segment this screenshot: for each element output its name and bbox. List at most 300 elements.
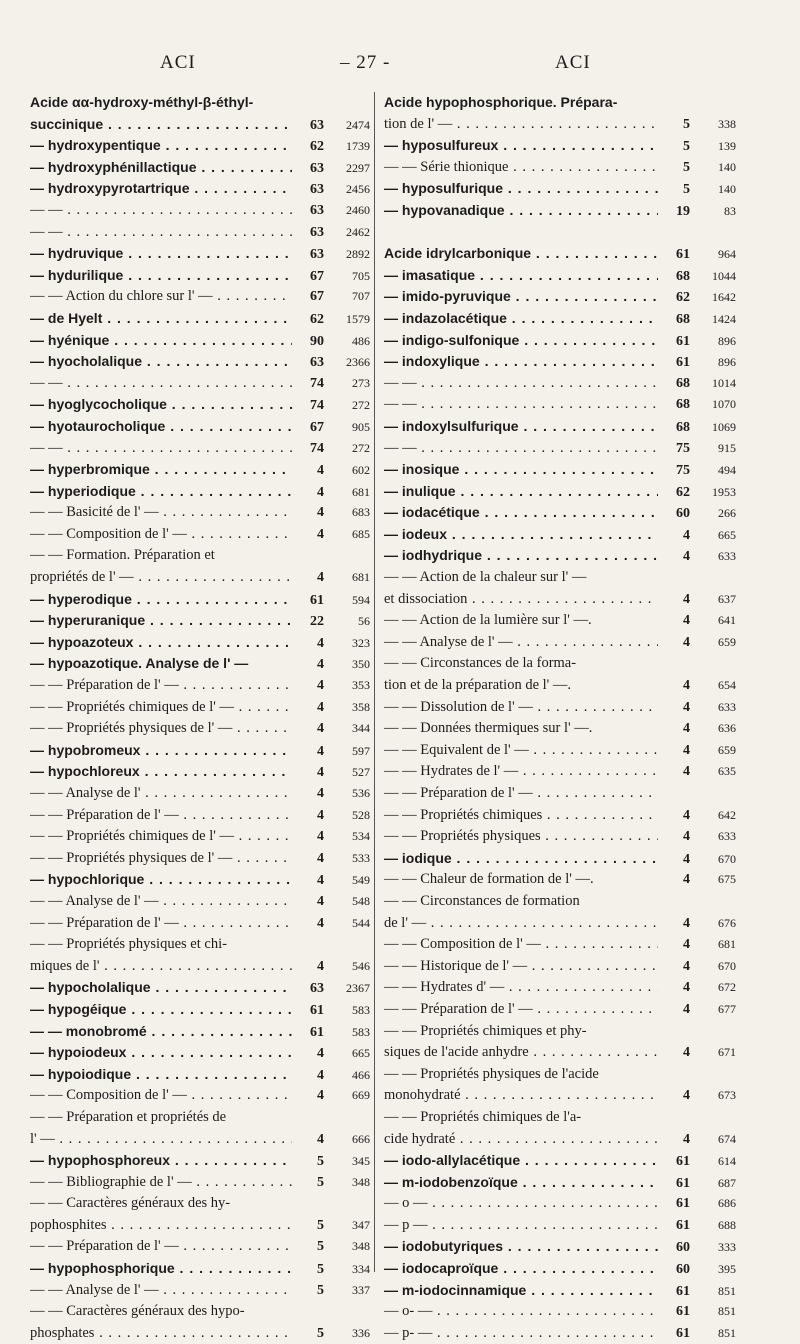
index-entry	[384, 891, 736, 913]
entry-label: — — Analyse de l' — . . .	[30, 891, 292, 913]
entry-volume: 4	[317, 657, 324, 673]
entry-label: — — Caractères généraux des hy-	[30, 1195, 231, 1212]
entry-volume: 63	[310, 117, 324, 133]
entry-page: 544	[352, 915, 370, 930]
index-entry	[384, 632, 736, 654]
entry-volume: 4	[317, 526, 324, 542]
entry-label: — hypophosphoreux . . .	[30, 1150, 292, 1172]
index-entry	[30, 502, 370, 524]
index-entry	[30, 524, 370, 546]
entry-volume: 68	[676, 419, 690, 435]
entry-page: 2297	[346, 160, 370, 175]
index-entry	[30, 114, 370, 136]
entry-volume: 4	[317, 958, 324, 974]
entry-page: 659	[718, 634, 736, 649]
index-column-left	[30, 92, 370, 1344]
entry-page: 333	[718, 1240, 736, 1255]
entry-volume: 4	[683, 699, 690, 715]
entry-volume: 4	[683, 958, 690, 974]
entry-page: 594	[352, 592, 370, 607]
entry-page: 2366	[346, 355, 370, 370]
entry-volume: 4	[317, 463, 324, 479]
entry-page: 641	[718, 613, 736, 628]
entry-page: 549	[352, 873, 370, 888]
entry-page: 348	[352, 1174, 370, 1189]
entry-label: propriétés de l' — . . .	[30, 567, 292, 589]
entry-label: — — Composition de l' — . . .	[384, 934, 658, 956]
entry-label: — — Données thermiques sur l' —.	[384, 720, 593, 737]
index-entry	[384, 1129, 736, 1151]
index-entry	[30, 1323, 370, 1344]
entry-page: 681	[352, 570, 370, 585]
entry-label: — hypoiodique . . .	[30, 1064, 292, 1086]
entry-label: — iodo-allylacétique . . .	[384, 1150, 658, 1172]
entry-page: 707	[352, 289, 370, 304]
entry-page: 673	[718, 1088, 736, 1103]
entry-volume: 4	[317, 873, 324, 889]
entry-label: — — Circonstances de formation	[384, 892, 580, 909]
index-entry	[30, 481, 370, 503]
entry-page: 637	[718, 591, 736, 606]
entry-label: — iodocaproïque . . .	[384, 1258, 658, 1280]
index-entry	[384, 869, 736, 891]
entry-page: 665	[352, 1046, 370, 1061]
entry-page: 56	[358, 614, 370, 629]
entry-volume: 68	[676, 397, 690, 413]
index-entry	[30, 718, 370, 740]
entry-label: — — Préparation de l' — . . .	[30, 805, 292, 827]
entry-page: 705	[352, 268, 370, 283]
index-entry	[384, 92, 736, 114]
entry-page: 905	[352, 419, 370, 434]
entry-label: — — Basicité de l' — . . .	[30, 502, 292, 524]
index-entry	[30, 308, 370, 330]
entry-label: — iodeux . . .	[384, 524, 658, 546]
entry-page: 681	[352, 484, 370, 499]
entry-label: monohydraté . . .	[384, 1085, 658, 1107]
entry-page: 683	[352, 505, 370, 520]
entry-page: 83	[724, 203, 736, 218]
index-entry	[30, 805, 370, 827]
index-entry	[30, 351, 370, 373]
entry-label: — o- — . . .	[384, 1301, 658, 1323]
index-entry	[384, 589, 736, 611]
index-entry	[384, 1150, 736, 1172]
entry-volume: 63	[310, 202, 324, 218]
index-entry	[30, 869, 370, 891]
entry-volume: 4	[317, 915, 324, 931]
entry-volume: 74	[310, 398, 324, 414]
entry-label: — indazolacétique . . .	[384, 308, 658, 330]
entry-label: — hyénique . . .	[30, 330, 292, 352]
entry-page: 671	[718, 1045, 736, 1060]
entry-volume: 4	[317, 765, 324, 781]
entry-label: — — Caractères généraux des hypo-	[30, 1303, 245, 1320]
entry-volume: 4	[683, 721, 690, 737]
entry-label: Acide hypophosphorique. Prépara-	[384, 94, 618, 110]
entry-label: — iodique . . .	[384, 848, 658, 870]
entry-volume: 61	[310, 1002, 324, 1018]
index-entry	[30, 178, 370, 200]
index-entry	[384, 761, 736, 783]
entry-page: 686	[718, 1196, 736, 1211]
entry-page: 536	[352, 786, 370, 800]
entry-label: — — Propriétés chimiques et phy-	[384, 1022, 587, 1039]
index-entry	[30, 1215, 370, 1237]
entry-label: — — Série thionique . . .	[384, 157, 658, 179]
entry-volume: 60	[676, 1262, 690, 1278]
index-entry	[30, 826, 370, 848]
entry-page: 676	[718, 915, 736, 930]
index-entry	[384, 135, 736, 157]
index-entry	[30, 416, 370, 438]
index-entry	[30, 1258, 370, 1280]
entry-volume: 4	[683, 915, 690, 931]
entry-page: 272	[352, 440, 370, 455]
entry-label: siques de l'acide anhydre . . .	[384, 1042, 658, 1064]
index-entry	[384, 222, 736, 244]
index-entry	[384, 826, 736, 848]
index-entry	[384, 438, 736, 460]
entry-label: — hydruvique . . .	[30, 243, 292, 265]
entry-page: 669	[352, 1088, 370, 1103]
entry-volume: 4	[683, 851, 690, 867]
index-entry	[30, 459, 370, 481]
entry-volume: 4	[683, 1001, 690, 1017]
index-entry	[384, 157, 736, 179]
page-number: – 27 -	[340, 52, 391, 73]
entry-label: — — Hydrates d' — . . .	[384, 977, 658, 999]
entry-volume: 5	[683, 116, 690, 132]
entry-label: — — Propriétés physiques et chi-	[30, 936, 227, 953]
entry-page: 336	[352, 1325, 370, 1340]
entry-page: 548	[352, 893, 370, 908]
index-entry	[384, 1021, 736, 1043]
entry-volume: 4	[683, 634, 690, 650]
entry-label: — — Propriétés chimiques . . .	[384, 805, 658, 827]
entry-label: — indigo-sulfonique . . .	[384, 330, 658, 352]
index-entry	[30, 675, 370, 697]
entry-volume: 5	[317, 1325, 324, 1341]
entry-label: — — Propriétés chimiques de l' — . . .	[30, 826, 292, 848]
entry-label: — — Action de la chaleur sur l' —	[384, 569, 587, 586]
entry-volume: 62	[676, 484, 690, 500]
entry-page: 358	[352, 699, 370, 714]
entry-volume: 4	[317, 505, 324, 521]
entry-page: 1044	[712, 268, 736, 283]
entry-volume: 68	[676, 375, 690, 391]
entry-label: — hypochlorique . . .	[30, 869, 292, 891]
entry-label: — hypocholalique . . .	[30, 977, 292, 999]
index-entry	[384, 913, 736, 935]
entry-label: — hydroxypentique . . .	[30, 135, 292, 157]
entry-page: 338	[718, 116, 736, 131]
entry-label: — — Analyse de l' . . .	[30, 783, 292, 805]
index-entry	[30, 438, 370, 460]
entry-volume: 68	[676, 268, 690, 284]
entry-page: 896	[718, 355, 736, 370]
entry-volume: 62	[310, 139, 324, 155]
index-entry	[384, 243, 736, 265]
entry-label: — hypobromeux . . .	[30, 740, 292, 762]
entry-label: — m-iodocinnamique . . .	[384, 1280, 658, 1302]
index-entry	[30, 1064, 370, 1086]
entry-volume: 61	[310, 592, 324, 608]
entry-volume: 63	[310, 182, 324, 198]
entry-label: — — Formation. Préparation et	[30, 547, 215, 564]
index-entry	[384, 977, 736, 999]
entry-volume: 4	[683, 872, 690, 888]
entry-page: 614	[718, 1154, 736, 1169]
index-entry	[384, 545, 736, 567]
entry-volume: 67	[310, 419, 324, 435]
index-entry	[384, 956, 736, 978]
entry-volume: 61	[676, 333, 690, 349]
entry-page: 527	[352, 765, 370, 780]
entry-page: 688	[718, 1217, 736, 1232]
entry-label: tion et de la préparation de l' —.	[384, 677, 572, 694]
entry-page: 851	[718, 1304, 736, 1319]
entry-page: 685	[352, 526, 370, 541]
entry-label: — hypovanadique . . .	[384, 200, 658, 222]
index-entry	[384, 934, 736, 956]
entry-label: — — Préparation de l' — . . .	[384, 783, 658, 805]
entry-page: 670	[718, 851, 736, 866]
entry-volume: 61	[676, 1196, 690, 1212]
entry-label: — imido-pyruvique . . .	[384, 286, 658, 308]
entry-label: — — . . .	[30, 373, 292, 395]
entry-label: — hypogéique . . .	[30, 999, 292, 1021]
entry-label: — — Composition de l' — . . .	[30, 524, 292, 546]
entry-label: — — . . .	[30, 438, 292, 460]
index-entry	[384, 351, 736, 373]
entry-volume: 4	[317, 1088, 324, 1104]
entry-label: — iodobutyriques . . .	[384, 1236, 658, 1258]
entry-volume: 4	[683, 1131, 690, 1147]
entry-page: 1739	[346, 139, 370, 154]
index-entry	[30, 1172, 370, 1194]
entry-label: — — Analyse de l' — . . .	[30, 1280, 292, 1302]
index-entry	[30, 1193, 370, 1215]
entry-label: — — Préparation et propriétés de	[30, 1108, 227, 1125]
index-entry	[384, 1215, 736, 1237]
index-entry	[30, 913, 370, 935]
index-entry	[384, 675, 736, 697]
entry-page: 345	[352, 1154, 370, 1169]
entry-label: — — Chaleur de formation de l' —.	[384, 871, 594, 888]
index-entry	[30, 567, 370, 589]
index-entry	[384, 697, 736, 719]
entry-label: — hypochloreux . . .	[30, 761, 292, 783]
entry-volume: 63	[310, 981, 324, 997]
entry-volume: 5	[317, 1217, 324, 1233]
entry-label: — — Préparation de l' — . . .	[384, 999, 658, 1021]
index-entry	[384, 330, 736, 352]
entry-label: — — Composition de l' — . . .	[30, 1085, 292, 1107]
entry-page: 534	[352, 829, 370, 844]
entry-volume: 4	[683, 591, 690, 607]
entry-label: — — Hydrates de l' — . . .	[384, 761, 658, 783]
entry-label: de l' — . . .	[384, 913, 658, 935]
entry-label: Acide idrylcarbonique . . .	[384, 243, 658, 265]
entry-label: — — Propriétés physiques de l'acide	[384, 1065, 599, 1082]
entry-label: — p — . . .	[384, 1215, 658, 1237]
entry-volume: 62	[310, 311, 324, 327]
entry-label: phosphates . . .	[30, 1323, 292, 1344]
entry-page: 583	[352, 1002, 370, 1017]
entry-label: — — Préparation de l' — . . .	[30, 675, 292, 697]
entry-label: — — Propriétés physiques de l' — . . .	[30, 848, 292, 870]
entry-page: 1014	[712, 375, 736, 390]
entry-page: 2892	[346, 247, 370, 262]
index-entry	[30, 1021, 370, 1043]
index-entry	[384, 416, 736, 438]
index-entry	[30, 1280, 370, 1302]
index-entry	[384, 524, 736, 546]
index-entry	[384, 567, 736, 589]
entry-label: succinique . . .	[30, 114, 292, 136]
entry-page: 2456	[346, 182, 370, 197]
entry-label: pophosphites . . .	[30, 1215, 292, 1237]
entry-label: — — Propriétés chimiques de l' — . . .	[30, 697, 292, 719]
index-entry	[384, 502, 736, 524]
entry-volume: 4	[317, 807, 324, 823]
running-header-right: ACI	[555, 52, 591, 73]
column-divider	[374, 92, 375, 1272]
index-entry	[30, 848, 370, 870]
entry-label: — hypoazotique. Analyse de l' —	[30, 655, 249, 672]
index-entry	[30, 286, 370, 308]
index-entry	[384, 1107, 736, 1129]
entry-page: 1070	[712, 397, 736, 412]
index-column-right	[384, 92, 736, 1344]
entry-page: 654	[718, 678, 736, 693]
index-entry	[30, 891, 370, 913]
entry-page: 140	[718, 182, 736, 197]
entry-label: — — Préparation de l' — . . .	[30, 913, 292, 935]
index-entry	[384, 308, 736, 330]
entry-page: 672	[718, 980, 736, 995]
entry-volume: 67	[310, 268, 324, 284]
entry-page: 687	[718, 1175, 736, 1190]
index-entry	[30, 92, 370, 114]
entry-label: — — Historique de l' — . . .	[384, 956, 658, 978]
index-entry	[384, 286, 736, 308]
entry-page: 677	[718, 1001, 736, 1016]
index-entry	[30, 589, 370, 611]
entry-volume: 68	[676, 311, 690, 327]
index-entry	[30, 783, 370, 805]
index-entry	[30, 222, 370, 244]
entry-label: — hyperodique . . .	[30, 589, 292, 611]
entry-volume: 63	[310, 224, 324, 240]
entry-volume: 63	[310, 355, 324, 371]
entry-page: 597	[352, 743, 370, 758]
entry-page: 636	[718, 721, 736, 736]
entry-volume: 4	[317, 829, 324, 845]
entry-page: 1579	[346, 311, 370, 326]
entry-page: 353	[352, 678, 370, 693]
entry-page: 2462	[346, 224, 370, 239]
entry-volume: 5	[317, 1154, 324, 1170]
entry-label: — p- — . . .	[384, 1323, 658, 1344]
index-entry	[30, 697, 370, 719]
entry-label: — hyperiodique . . .	[30, 481, 292, 503]
entry-label: — hypophosphorique . . .	[30, 1258, 292, 1280]
entry-volume: 61	[676, 1175, 690, 1191]
entry-page: 466	[352, 1067, 370, 1082]
entry-volume: 4	[683, 549, 690, 565]
entry-volume: 4	[683, 829, 690, 845]
entry-volume: 67	[310, 289, 324, 305]
entry-page: 546	[352, 958, 370, 973]
index-entry	[30, 1107, 370, 1129]
entry-label: — — Propriétés physiques . . .	[384, 826, 658, 848]
entry-page: 1069	[712, 419, 736, 434]
entry-page: 533	[352, 850, 370, 865]
entry-label: — — . . .	[384, 438, 658, 460]
entry-label: — imasatique . . .	[384, 265, 658, 287]
entry-volume: 4	[317, 1067, 324, 1083]
entry-page: 140	[718, 159, 736, 174]
entry-page: 347	[352, 1217, 370, 1232]
entry-volume: 74	[310, 440, 324, 456]
entry-label: — — Propriétés chimiques de l'a-	[384, 1108, 582, 1125]
entry-label: — o — . . .	[384, 1193, 658, 1215]
entry-volume: 62	[676, 290, 690, 306]
entry-page: 334	[352, 1262, 370, 1277]
entry-volume: 4	[317, 743, 324, 759]
entry-label: — — monobromé . . .	[30, 1021, 292, 1043]
index-entry	[30, 956, 370, 978]
entry-page: 395	[718, 1262, 736, 1277]
index-entry	[30, 394, 370, 416]
index-entry	[30, 999, 370, 1021]
index-entry	[384, 200, 736, 222]
entry-volume: 60	[676, 506, 690, 522]
index-entry	[384, 1193, 736, 1215]
index-entry	[384, 805, 736, 827]
entry-page: 348	[352, 1239, 370, 1254]
entry-label: — — . . .	[384, 394, 658, 416]
entry-label: et dissociation . . .	[384, 589, 658, 611]
entry-label: — de Hyelt . . .	[30, 308, 292, 330]
entry-page: 602	[352, 463, 370, 478]
entry-label: Acide αα-hydroxy-méthyl-β-éthyl-	[30, 94, 254, 110]
entry-label: — — . . .	[30, 222, 292, 244]
index-entry	[30, 1236, 370, 1258]
entry-volume: 5	[317, 1262, 324, 1278]
index-entry	[30, 265, 370, 287]
entry-page: 851	[718, 1325, 736, 1340]
index-entry	[30, 740, 370, 762]
entry-volume: 4	[317, 484, 324, 500]
entry-label: — hydurilique . . .	[30, 265, 292, 287]
entry-volume: 4	[317, 721, 324, 737]
index-entry	[30, 330, 370, 352]
entry-label: cide hydraté . . .	[384, 1129, 658, 1151]
entry-volume: 90	[310, 333, 324, 349]
entry-page: 964	[718, 247, 736, 262]
entry-page: 681	[718, 937, 736, 952]
entry-label: — hyperbromique . . .	[30, 459, 292, 481]
entry-volume: 61	[676, 355, 690, 371]
entry-volume: 4	[317, 570, 324, 586]
entry-page: 486	[352, 333, 370, 348]
entry-page: 1953	[712, 484, 736, 499]
index-entry	[30, 632, 370, 654]
entry-page: 583	[352, 1024, 370, 1039]
